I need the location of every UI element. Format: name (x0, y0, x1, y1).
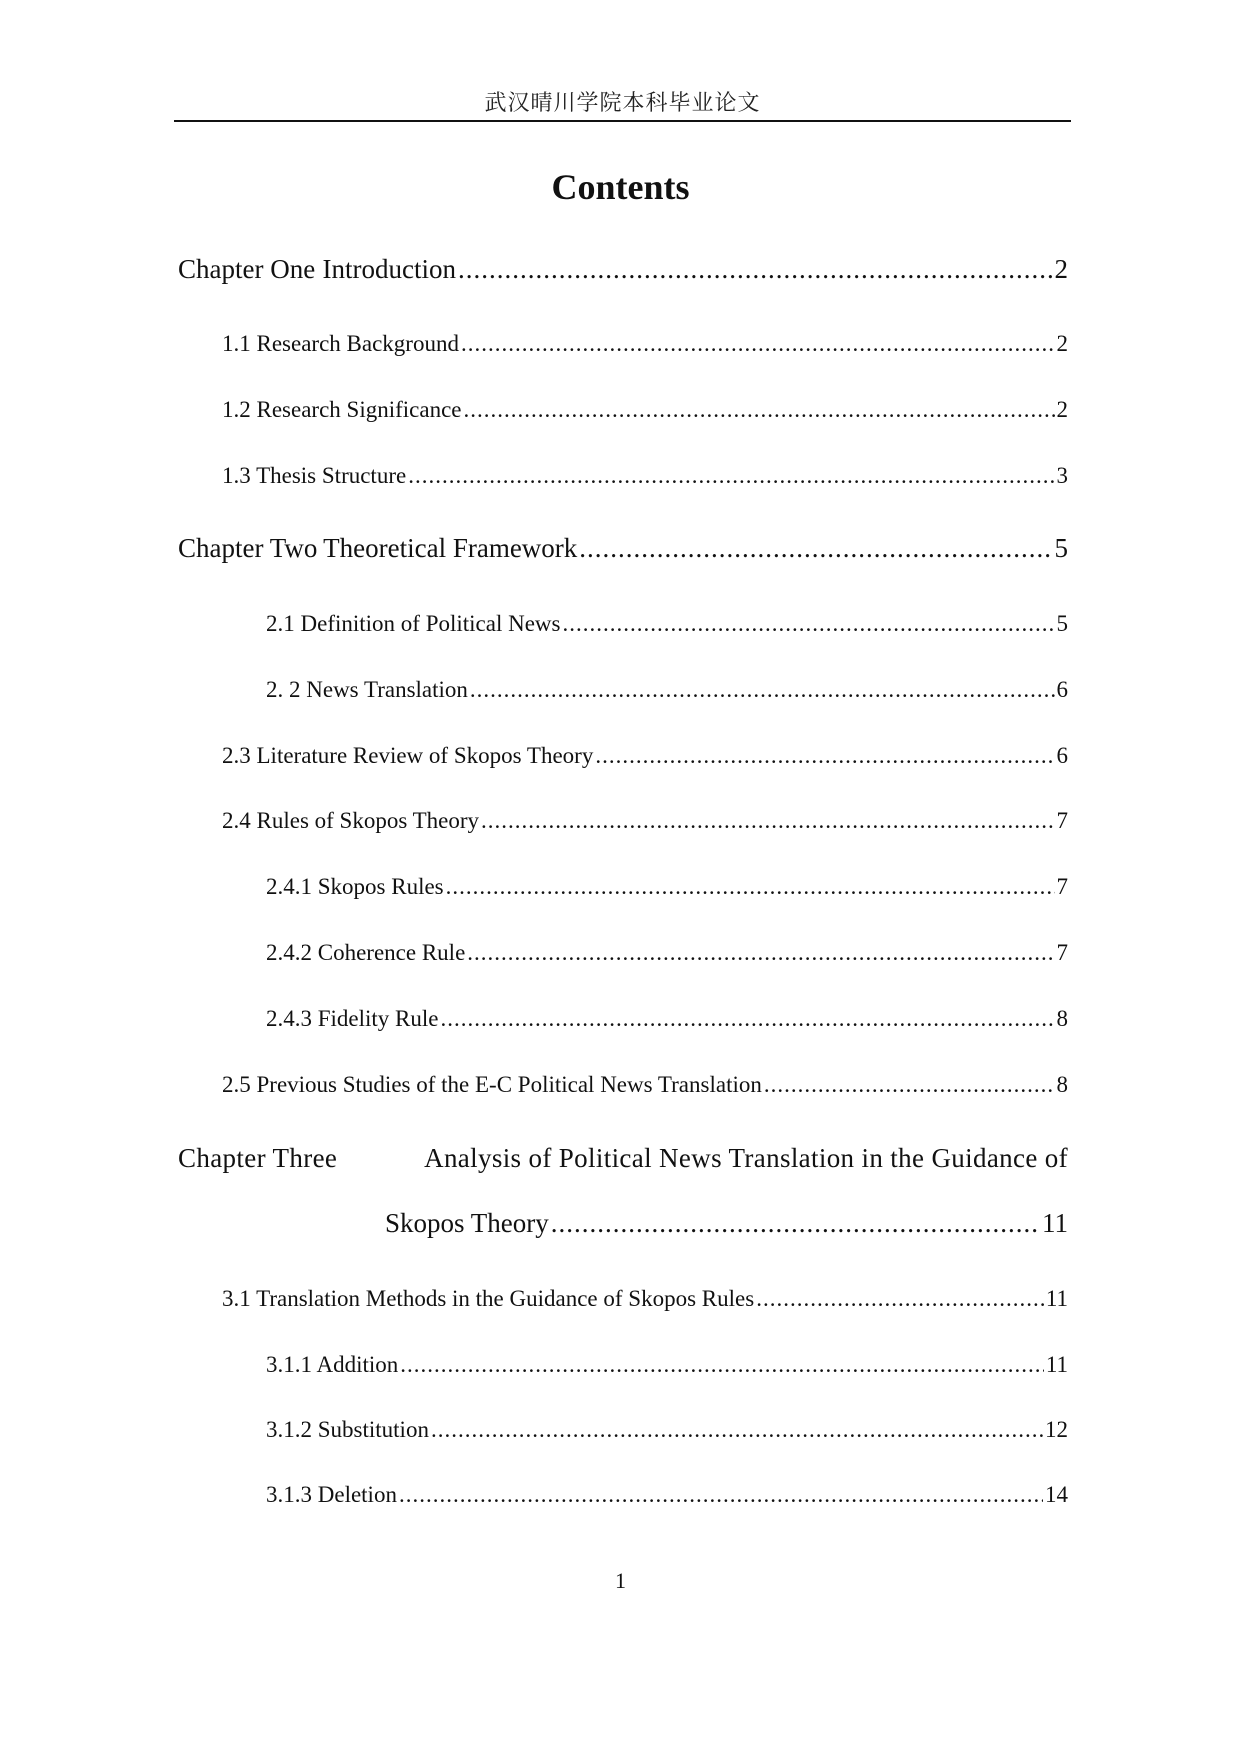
page-ref: 8 (1056, 1006, 1068, 1031)
chapter-title: Introduction (322, 254, 456, 284)
page-ref: 3 (1056, 463, 1068, 488)
section-label: 3.1.3 Deletion (266, 1482, 397, 1507)
section-label: 2.4.1 Skopos Rules (266, 874, 444, 899)
toc-section-3-1[interactable] (222, 1286, 1068, 1312)
dot-leader (441, 1006, 1055, 1032)
toc-section-2-4-2[interactable] (266, 940, 1068, 966)
section-label: 2.4 Rules of Skopos Theory (222, 808, 480, 833)
contents-title: Contents (551, 167, 690, 207)
section-label: 2.4.2 Coherence Rule (266, 940, 466, 965)
section-label: 1.1 Research Background (222, 331, 459, 356)
page-ref: 14 (1045, 1482, 1068, 1507)
dot-leader (446, 874, 1055, 900)
section-label: 1.2 Research Significance (222, 397, 462, 422)
toc-section-2-4-1[interactable] (266, 874, 1068, 900)
dot-leader (461, 331, 1055, 357)
dot-leader (408, 463, 1054, 489)
section-label: 3.1.2 Substitution (266, 1417, 429, 1442)
section-label: 2. 2 News Translation (266, 677, 468, 702)
page-ref: 2 (1056, 331, 1068, 356)
page-ref: 11 (1045, 1286, 1068, 1311)
toc-section-1-2[interactable] (222, 397, 1068, 423)
chapter-label: Chapter One (178, 254, 316, 284)
toc-section-3-1-2[interactable] (266, 1417, 1068, 1443)
chapter-title-line2: Skopos Theory (385, 1208, 549, 1238)
toc-section-2-4[interactable] (222, 808, 1068, 834)
toc-section-1-3[interactable] (222, 463, 1068, 489)
section-label: 2.3 Literature Review of Skopos Theory (222, 743, 594, 768)
toc-section-2-2[interactable] (266, 677, 1068, 703)
toc-section-3-1-1[interactable] (266, 1352, 1068, 1378)
header-rule (174, 120, 1071, 122)
section-label: 2.5 Previous Studies of the E-C Political News Translation (222, 1072, 762, 1097)
page-ref: 8 (1056, 1072, 1068, 1097)
dot-leader (756, 1286, 1044, 1312)
section-label: 2.4.3 Fidelity Rule (266, 1006, 439, 1031)
dot-leader (467, 940, 1054, 966)
running-header: 武汉晴川学院本科毕业论文 (484, 90, 761, 115)
dot-leader (764, 1072, 1055, 1098)
page-ref: 11 (1042, 1208, 1068, 1238)
section-label: 1.3 Thesis Structure (222, 463, 407, 488)
section-label: 3.1 Translation Methods in the Guidance of Skopos Rules (222, 1286, 755, 1311)
chapter-title-line1: Analysis of Political News Translation in the Guidance of (424, 1143, 1068, 1173)
toc-section-2-3[interactable] (222, 743, 1068, 769)
page-ref: 6 (1056, 743, 1068, 768)
toc-chapter-three-line2[interactable] (385, 1208, 1068, 1239)
page-ref: 2 (1056, 397, 1068, 422)
dot-leader (595, 743, 1054, 769)
page-ref: 7 (1056, 874, 1068, 899)
page-number: 1 (615, 1568, 626, 1593)
page-ref: 2 (1054, 254, 1068, 284)
toc-section-2-5[interactable] (222, 1072, 1068, 1098)
dot-leader (464, 397, 1055, 423)
toc-section-2-4-3[interactable] (266, 1006, 1068, 1032)
chapter-label: Chapter Three (178, 1143, 338, 1173)
page-ref: 5 (1054, 533, 1068, 563)
dot-leader (458, 254, 1053, 285)
dot-leader (563, 611, 1055, 637)
chapter-title: Theoretical Framework (323, 533, 578, 563)
page-ref: 12 (1045, 1417, 1068, 1442)
toc-section-3-1-3[interactable] (266, 1482, 1068, 1508)
page-ref: 11 (1045, 1352, 1068, 1377)
toc-section-2-1[interactable] (266, 611, 1068, 637)
page-ref: 5 (1056, 611, 1068, 636)
toc-chapter-one[interactable] (178, 254, 1068, 285)
dot-leader (551, 1208, 1040, 1239)
dot-leader (399, 1482, 1043, 1508)
page-ref: 7 (1056, 808, 1068, 833)
dot-leader (579, 533, 1052, 564)
section-label: 2.1 Definition of Political News (266, 611, 561, 636)
toc-chapter-two[interactable] (178, 533, 1068, 564)
dot-leader (431, 1417, 1043, 1443)
dot-leader (481, 808, 1054, 834)
dot-leader (470, 677, 1055, 703)
toc-chapter-three-line1[interactable] (178, 1143, 1068, 1174)
toc-section-1-1[interactable] (222, 331, 1068, 357)
page-ref: 6 (1056, 677, 1068, 702)
page-ref: 7 (1056, 940, 1068, 965)
section-label: 3.1.1 Addition (266, 1352, 399, 1377)
dot-leader (400, 1352, 1044, 1378)
chapter-label: Chapter Two (178, 533, 318, 563)
